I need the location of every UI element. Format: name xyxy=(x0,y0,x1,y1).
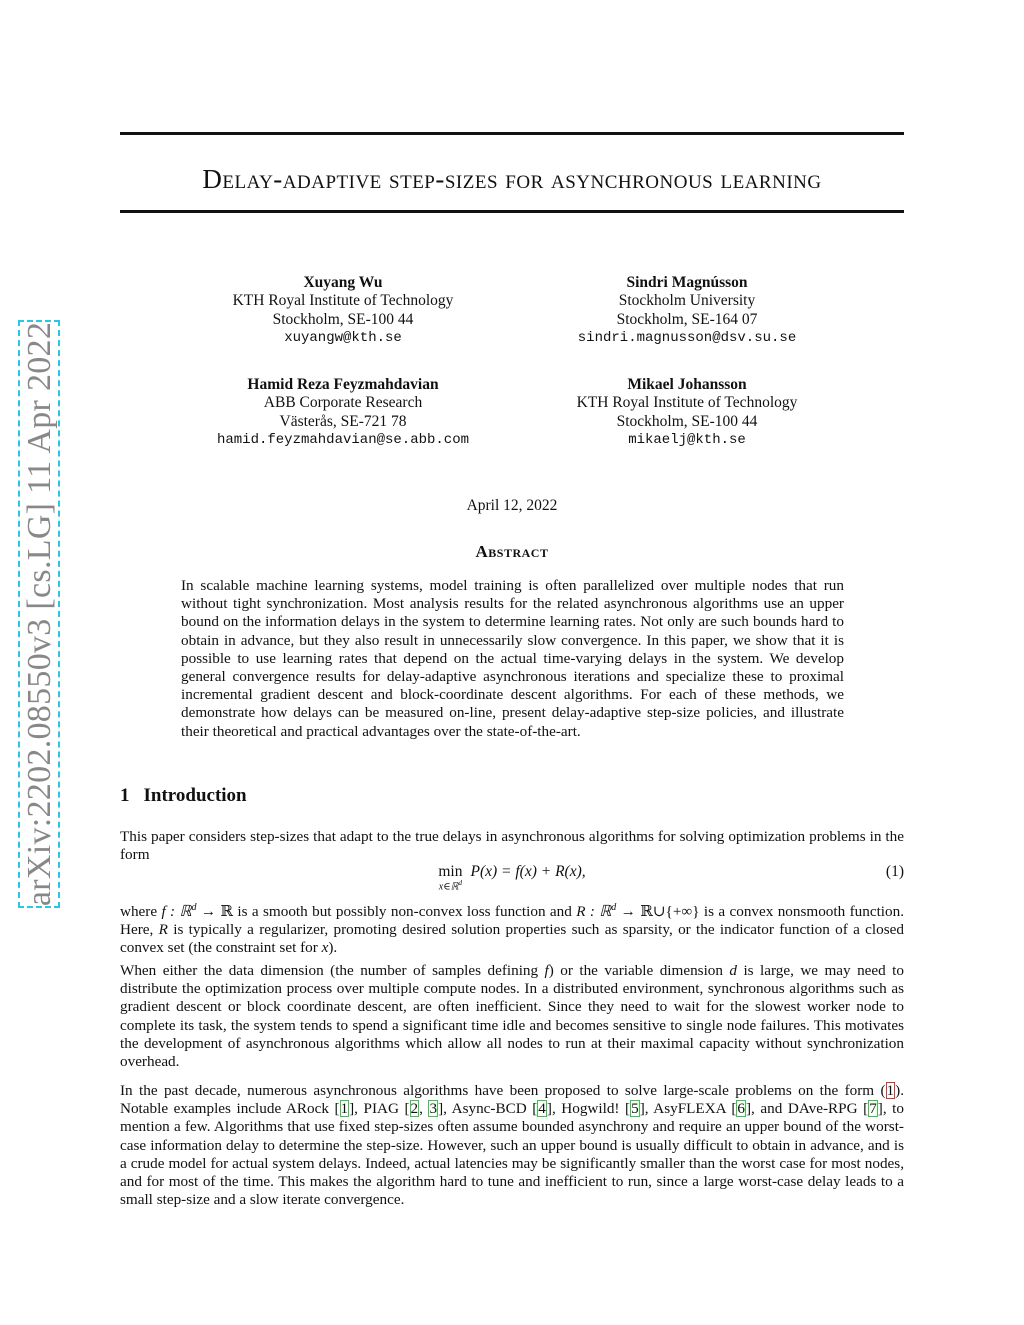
author-location: Stockholm, SE-100 44 xyxy=(616,412,758,430)
author-name: Sindri Magnússon xyxy=(626,274,748,291)
author-block xyxy=(517,376,857,449)
author-email[interactable]: mikaelj@kth.se xyxy=(628,431,746,448)
author-name: Mikael Johansson xyxy=(627,376,747,393)
author-block xyxy=(173,376,513,449)
citation-link[interactable]: 3 xyxy=(429,1100,438,1118)
section-number: 1 xyxy=(120,785,130,806)
author-affiliation: KTH Royal Institute of Technology xyxy=(576,394,798,412)
author-affiliation: KTH Royal Institute of Technology xyxy=(232,292,454,310)
intro-paragraph-1: This paper considers step-sizes that adapt to the true delays in asynchronous algorithms for solving optimization problems in the form xyxy=(120,828,904,864)
citation-link[interactable]: 7 xyxy=(869,1100,877,1118)
section-heading xyxy=(120,785,247,807)
intro-paragraph-4: In the past decade, numerous asynchronous algorithms have been proposed to solve large-scale problems on the form (1). Notable examples include ARock [1], PIAG [2, 3], Async-BCD [4], Hogwild! [5], AsyFLEXA [6], and DAve-RPG [7], to mention a few. Algorithms that use fixed step-sizes often assume bounded asynchrony and require an upper bound of the worst-case information delay to determine the step-size. However, such an upper bound is usually difficult to obtain in advance, and is a crude model for actual system delays. Indeed, actual latencies may be significantly smaller than the worst case for most nodes, and for most of the time. This makes the algorithm hard to tune and inefficient to run, since a large worst-case delay leads to a small step-size and a slow iterate convergence. xyxy=(120,1082,904,1209)
author-affiliation: ABB Corporate Research xyxy=(263,394,423,412)
equation-expression xyxy=(120,863,904,892)
author-email[interactable]: xuyangw@kth.se xyxy=(284,329,402,346)
author-block xyxy=(173,274,513,347)
paper-title: Delay-adaptive step-sizes for asynchronous learning xyxy=(202,164,822,194)
author-affiliation: Stockholm University xyxy=(618,292,756,310)
intro-paragraph-2: where f : ℝ$^d$ → ℝ is a smooth but possibly non-convex loss function and R : ℝ$^d$ → ℝ∪{+∞} is a convex nonsmooth function. Here, R is typically a regularizer, promoting desired solution properties such as sparsity, or the indicator function of a closed convex set (the constraint set for x). xyxy=(120,902,904,957)
author-block xyxy=(517,274,857,347)
author-email[interactable]: hamid.feyzmahdavian@se.abb.com xyxy=(216,431,470,448)
citation-link[interactable]: 4 xyxy=(538,1100,546,1118)
abstract-heading: Abstract xyxy=(475,542,549,561)
citation-link[interactable]: 2 xyxy=(410,1100,419,1118)
equation-min-operator: min x∈ℝ$^d$ xyxy=(438,863,463,893)
title-top-rule xyxy=(120,132,904,135)
title-bottom-rule xyxy=(120,210,904,213)
author-location: Västerås, SE-721 78 xyxy=(279,412,407,430)
equation-reference-link[interactable]: 1 xyxy=(886,1082,895,1099)
section-title: Introduction xyxy=(143,785,247,806)
citation-link[interactable]: 5 xyxy=(631,1100,639,1118)
citation-link[interactable]: 1 xyxy=(340,1100,349,1118)
arxiv-identifier: arXiv:2202.08550v3 [cs.LG] 11 Apr 2022 xyxy=(21,321,58,907)
author-location: Stockholm, SE-164 07 xyxy=(616,310,758,328)
author-location: Stockholm, SE-100 44 xyxy=(272,310,414,328)
publication-date: April 12, 2022 xyxy=(466,497,558,514)
intro-paragraph-3: When either the data dimension (the number of samples defining f) or the variable dimension d is large, we may need to distribute the optimization process over multiple compute nodes. In a distributed environment, synchronous algorithms such as gradient descent or block coordinate descent, are often inefficient. Since they need to wait for the slowest worker node to complete its task, the system tends to spend a significant time idle and becomes sensitive to single node failures. This motivates the development of asynchronous algorithms which allow all nodes to run at their maximal capacity without synchronization overhead. xyxy=(120,962,904,1071)
equation-number: (1) xyxy=(885,863,904,880)
citation-link[interactable]: 6 xyxy=(737,1100,745,1118)
author-email[interactable]: sindri.magnusson@dsv.su.se xyxy=(577,329,797,346)
equation-1 xyxy=(120,861,904,895)
author-name: Hamid Reza Feyzmahdavian xyxy=(247,376,439,393)
equation-body: P(x) = f(x) + R(x), xyxy=(470,863,586,880)
abstract-text: In scalable machine learning systems, model training is often parallelized over multiple nodes that run without tight synchronization. Most analysis results for the related asynchronous algorithms use an upper bound on the information delays in the system to determine learning rates. Not only are such bounds hard to obtain in advance, but they also result in unnecessarily slow convergence. In this paper, we show that it is possible to use learning rates that depend on the actual time-varying delays in the system. We develop general convergence results for delay-adaptive asynchronous iterations and specialize these to proximal incremental gradient descent and block-coordinate descent algorithms. For each of these methods, we demonstrate how delays can be measured on-line, present delay-adaptive step-size policies, and illustrate their theoretical and practical advantages over the state-of-the-art. xyxy=(181,577,844,740)
author-name: Xuyang Wu xyxy=(303,274,383,291)
